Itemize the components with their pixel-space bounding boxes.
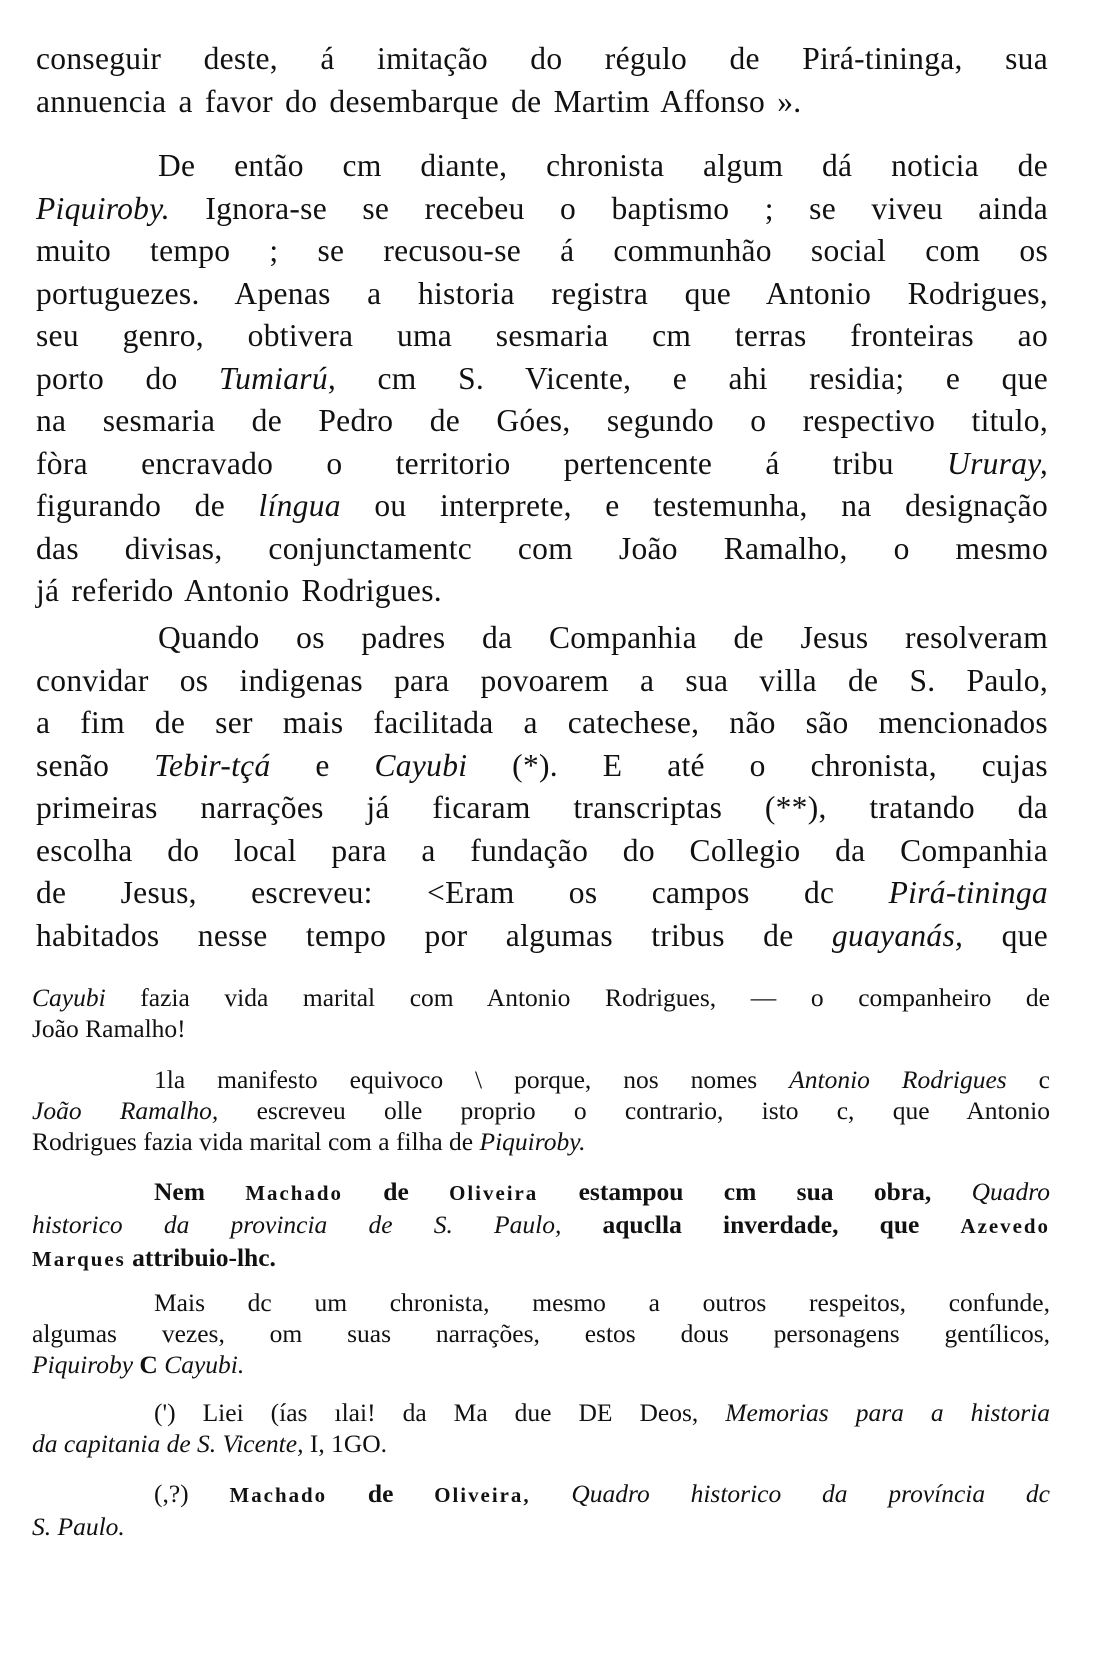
text-span: fòra encravado o territorio pertencente á tribu — [36, 445, 948, 481]
italic-name: Pirá-tininga — [888, 875, 1048, 910]
text-span: (') Liei (ías ılai! da Ma due DE Deos, — [154, 1398, 726, 1427]
footnote-2 — [32, 1064, 1050, 1157]
note-line — [32, 1511, 1050, 1542]
note-line — [32, 1126, 1050, 1157]
italic-name: Antonio Rodrigues — [789, 1065, 1007, 1094]
text-line: na sesmaria de Pedro de Góes, segundo o respectivo titulo, — [36, 403, 1048, 438]
text-span: I, 1GO. — [303, 1429, 388, 1458]
author-name: Marques — [32, 1247, 126, 1271]
note-line — [32, 1209, 1050, 1242]
italic-name: Piquiroby. — [479, 1127, 586, 1156]
text-line: das divisas, conjunctamentc com João Ramalho, o mesmo — [36, 530, 1048, 566]
note-line — [32, 1349, 1050, 1380]
text-span: escreveu olle proprio o contrario, isto c, que Antonio — [218, 1096, 1050, 1125]
text-span: e — [270, 747, 375, 783]
italic-name: Ururay, — [947, 445, 1048, 481]
text-line: De então cm diante, chronista algum dá noticia de — [158, 148, 1048, 183]
text-span: 1la manifesto equivoco \ porque, nos nomes — [154, 1065, 790, 1094]
text-span: senão — [36, 747, 155, 783]
text-line — [36, 188, 1048, 231]
text-line — [36, 485, 1048, 528]
text-line: a fim de ser mais facilitada a catechese, não são mencionados — [36, 705, 1048, 740]
note-line — [32, 982, 1050, 1013]
text-line — [36, 745, 1048, 788]
text-line — [36, 915, 1048, 958]
text-line: muito tempo ; se recusou-se á communhão social com os — [36, 233, 1048, 268]
paragraph-3 — [36, 617, 1048, 957]
italic-title: Quadro historico da província dc — [571, 1479, 1050, 1508]
italic-title: da capitania de S. Vicente, — [32, 1429, 304, 1458]
italic-title: Memorias para a historia — [725, 1398, 1050, 1427]
text-line: seu genro, obtivera uma sesmaria cm terras fronteiras ao — [36, 318, 1048, 353]
text-span: habitados nesse tempo por algumas tribus de — [36, 917, 832, 953]
text-span: ou interprete, e testemunha, na designação — [340, 488, 1049, 523]
text-span: Rodrigues fazia vida marital com a filha de — [32, 1127, 480, 1156]
paragraph-2 — [36, 145, 1048, 613]
italic-title: S. Paulo. — [32, 1512, 125, 1541]
text-span: porto do — [36, 360, 219, 396]
text-line — [36, 443, 1048, 486]
text-span: (*). E até o chronista, cujas — [467, 747, 1048, 783]
italic-title: historico da provincia de S. Paulo, — [32, 1210, 562, 1239]
text-span: de — [327, 1479, 435, 1508]
italic-name: Tumiarú, — [219, 360, 337, 396]
paragraph-1 — [36, 38, 1048, 123]
text-span: fazia vida marital com Antonio Rodrigues, — o companheiro de — [105, 983, 1050, 1012]
text-span: de — [342, 1177, 450, 1206]
note-line — [32, 1478, 1050, 1511]
text-span: que — [963, 917, 1048, 953]
italic-title: Quadro — [971, 1177, 1050, 1206]
text-span: attribuio-lhc. — [125, 1243, 276, 1272]
text-line: annuencia a favor do desembarque de Martim Affonso ». — [36, 83, 802, 119]
note-line: Mais dc um chronista, mesmo a outros respeitos, confunde, — [154, 1288, 1050, 1317]
footnote-3 — [32, 1176, 1050, 1275]
author-name: Oliveira — [449, 1181, 539, 1205]
footnote-6 — [32, 1478, 1050, 1542]
text-line: já referido Antonio Rodrigues. — [36, 573, 442, 608]
text-span: C — [133, 1350, 165, 1379]
author-name: Oliveira, — [434, 1483, 531, 1507]
text-span: (,?) — [154, 1479, 230, 1508]
text-line: escolha do local para a fundação do Collegio da Companhia — [36, 832, 1048, 868]
text-span: Nem — [154, 1177, 246, 1206]
note-line — [32, 1176, 1050, 1209]
text-line: primeiras narrações já ficaram transcriptas (**), tratando da — [36, 790, 1048, 825]
text-line: conseguir deste, á imitação do régulo de Pirá-tininga, sua — [36, 41, 1048, 76]
text-line: portuguezes. Apenas a historia registra que Antonio Rodrigues, — [36, 275, 1048, 311]
note-line — [32, 1428, 1050, 1459]
note-line — [32, 1242, 1050, 1275]
italic-word: língua — [258, 488, 341, 523]
italic-name: Cayubi — [32, 983, 106, 1012]
text-span — [531, 1479, 572, 1508]
text-span: figurando de — [36, 488, 259, 523]
note-line — [32, 1397, 1050, 1428]
italic-name: guayanás, — [831, 917, 964, 953]
italic-name: Cayubi. — [164, 1350, 245, 1379]
italic-name: Cayubi — [374, 747, 468, 783]
author-name: Azevedo — [960, 1214, 1050, 1238]
text-span: cm S. Vicente, e ahi residia; e que — [336, 360, 1048, 396]
text-line: Quando os padres da Companhia de Jesus resolveram — [158, 620, 1048, 655]
text-line — [36, 872, 1048, 915]
italic-name: Tebir-tçá — [154, 747, 271, 783]
author-name: Machado — [245, 1181, 343, 1205]
italic-name: João Ramalho, — [32, 1096, 219, 1125]
text-span: de Jesus, escreveu: <Eram os campos dc — [36, 875, 889, 910]
text-span: c — [1006, 1065, 1050, 1094]
footnote-5 — [32, 1397, 1050, 1459]
footnote-4 — [32, 1287, 1050, 1380]
author-name: Machado — [229, 1483, 328, 1507]
text-line — [36, 358, 1048, 401]
text-span: aquclla inverdade, que — [561, 1210, 961, 1239]
note-line — [32, 1095, 1050, 1126]
text-span: estampou cm sua obra, — [538, 1177, 972, 1206]
text-span: Ignora-se se recebeu o baptismo ; se viveu ainda — [169, 190, 1048, 226]
italic-name: Piquiroby — [32, 1350, 134, 1379]
note-line — [32, 1064, 1050, 1095]
italic-name: Piquiroby. — [36, 190, 170, 226]
footnote-1 — [32, 982, 1050, 1044]
text-line: convidar os indigenas para povoarem a sua villa de S. Paulo, — [36, 662, 1048, 698]
note-line: João Ramalho! — [32, 1014, 186, 1043]
note-line: algumas vezes, om suas narrações, estos dous personagens gentílicos, — [32, 1319, 1050, 1348]
